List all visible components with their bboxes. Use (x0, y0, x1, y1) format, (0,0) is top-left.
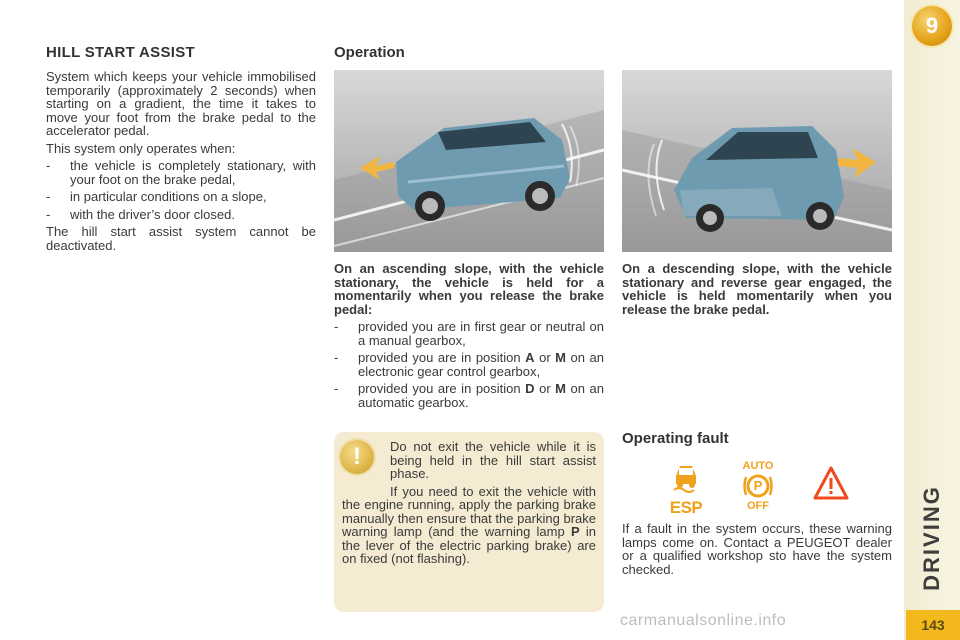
warning-triangle-icon (812, 464, 850, 504)
off-label: OFF (747, 500, 769, 512)
warning-paragraph-2: If you need to exit the vehicle with the engine running, apply the parking brake manually then ensure that the parking brake warning lamp (and the warning lamp P in the lever of the electric parking brake) are on fixed (not flashing). (342, 483, 597, 566)
ascending-slope-illustration (334, 70, 604, 252)
list-item: - with the driver’s door closed. (46, 206, 235, 222)
hill-start-intro: System which keeps your vehicle immobilised temporarily (approximately 2 seconds) when starting on a gradient, the time it takes to move your foot from the brake pedal to the accelerator pedal. (46, 69, 316, 138)
list-item: - the vehicle is completely stationary, with your foot on the brake pedal, (46, 158, 316, 187)
auto-park-brake-lamp-icon (736, 460, 780, 512)
descending-slope-illustration (622, 70, 892, 252)
warning-text (342, 440, 596, 570)
ascending-text (334, 262, 604, 413)
watermark: carmanualsonline.info (620, 612, 787, 629)
list-item: - in particular conditions on a slope, (46, 189, 267, 204)
hill-start-outro: The hill start assist system cannot be deactivated. (46, 224, 316, 253)
page-number: 143 (906, 610, 960, 640)
ascending-lead: On an ascending slope, with the vehicle stationary, the vehicle is held for a momentarily when you release the brake pedal: (334, 261, 604, 317)
chapter-number-badge: 9 (912, 6, 952, 46)
descending-lead: On a descending slope, with the vehicle stationary and reverse gear engaged, the vehicle is held momentarily when you release the brake pedal. (622, 261, 892, 317)
list-item: - provided you are in first gear or neutral on a manual gearbox, (334, 319, 604, 348)
hill-start-title: HILL START ASSIST (46, 44, 195, 61)
chapter-title: DRIVING (919, 485, 944, 591)
hill-start-conditions-lead: This system only operates when: (46, 140, 236, 156)
hill-start-body (46, 70, 316, 256)
list-item: - provided you are in position A or M on an electronic gear control gearbox, (334, 350, 604, 379)
list-item: - provided you are in position D or M on an automatic gearbox. (334, 381, 604, 410)
warning-paragraph-1: Do not exit the vehicle while it is being held in the hill start assist phase. (390, 439, 596, 481)
p-label: P (753, 478, 763, 493)
operating-fault-text: If a fault in the system occurs, these warning lamps come on. Contact a PEUGEOT dealer or a qualified workshop sto have the system checked. (622, 521, 892, 577)
operation-title: Operation (334, 44, 405, 61)
esp-label: ESP (669, 498, 703, 517)
auto-label: AUTO (742, 460, 774, 472)
esp-warning-lamp-icon (668, 460, 704, 517)
warning-exclamation-icon: ! (340, 440, 374, 474)
operating-fault-title: Operating fault (622, 430, 729, 447)
